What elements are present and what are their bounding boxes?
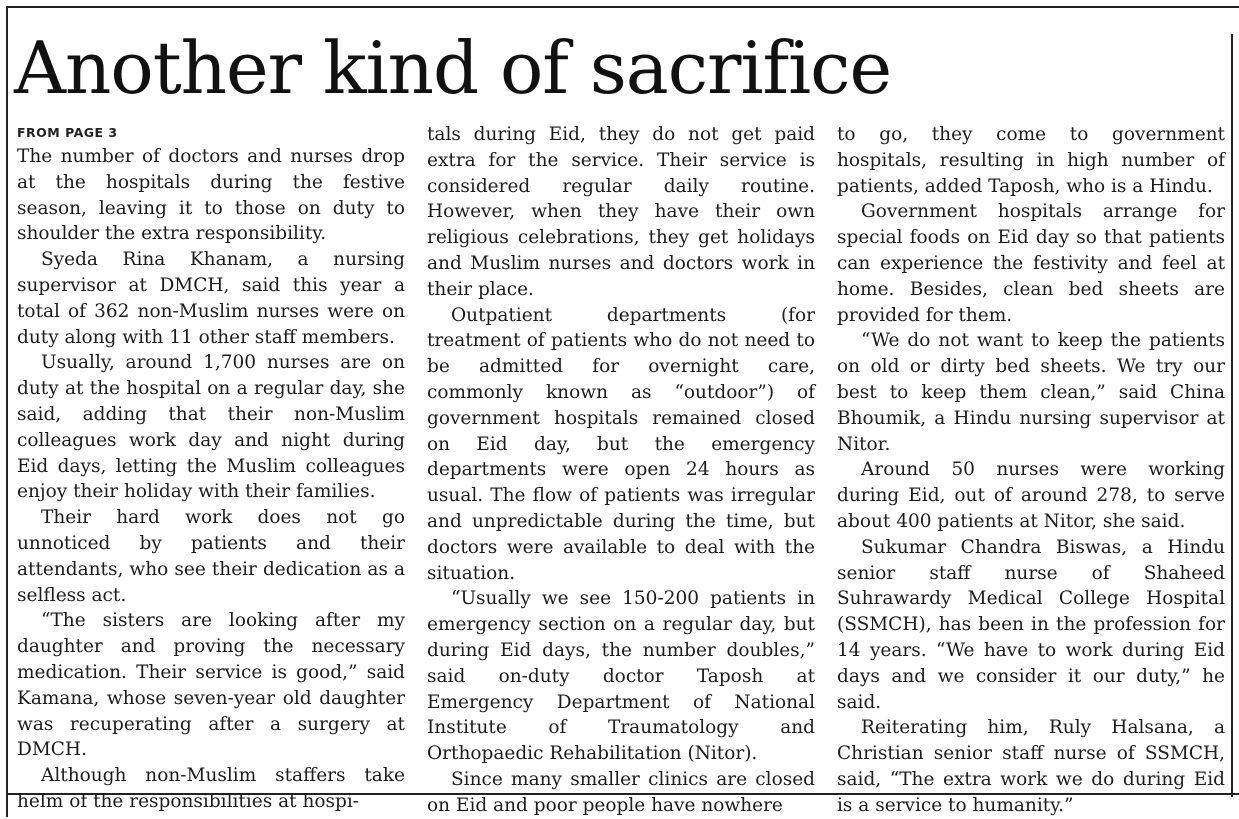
paragraph: to go, they come to government hospitals, resulting in high number of patients, added Taposh, who is a Hindu. (837, 124, 1225, 197)
top-border-rule (6, 6, 1239, 8)
article-column-2 (427, 122, 815, 819)
paragraph: tals during Eid, they do not get paid extra for the service. Their service is considered regular daily routine. However, when they have their own religious celebrations, they get holidays and Muslim nurses and doctors work in their place. (427, 124, 815, 300)
paragraph: “Usually we see 150-200 patients in emergency section on a regular day, but during Eid days, the number doubles,” said on-duty doctor Taposh at Emergency Department of National Institute of Traumatology and Orthopaedic Rehabilitation (Nitor). (427, 588, 815, 765)
paragraph: Since many smaller clinics are closed on Eid and poor people have nowhere (427, 768, 815, 816)
headline: Another kind of sacrifice (14, 26, 892, 110)
kicker-from-page: FROM PAGE 3 (17, 125, 118, 140)
paragraph: Around 50 nurses were working during Eid, out of around 278, to serve about 400 patients at Nitor, she said. (837, 459, 1225, 532)
article-column-1 (17, 122, 405, 815)
paragraph: Usually, around 1,700 nurses are on duty at the hospital on a regular day, she said, adding that their non-Muslim colleagues work day and night during Eid days, letting the Muslim colleagues enjoy their holiday with their families. (17, 352, 405, 503)
left-border-rule (6, 6, 8, 817)
paragraph: Their hard work does not go unnoticed by patients and their attendants, who see their dedication as a selfless act. (17, 507, 405, 606)
paragraph: Sukumar Chandra Biswas, a Hindu senior staff nurse of Shaheed Suhrawardy Medical College Hospital (SSMCH), has been in the profession for 14 years. “We have to work during Eid days and we consider it our duty,” he said. (837, 536, 1225, 713)
article-column-3 (837, 122, 1225, 819)
paragraph: The number of doctors and nurses drop at the hospitals during the festive season, leaving it to those on duty to shoulder the extra responsibility. (17, 146, 405, 245)
paragraph: Government hospitals arrange for special foods on Eid day so that patients can experience the festivity and feel at home. Besides, clean bed sheets are provided for them. (837, 201, 1225, 326)
paragraph: “The sisters are looking after my daughter and proving the necessary medication. Their service is good,” said Kamana, whose seven-year old daughter was recuperating after a surgery at DMCH. (17, 610, 405, 761)
right-border-rule (1231, 34, 1233, 797)
paragraph: “We do not want to keep the patients on old or dirty bed sheets. We try our best to keep them clean,” said China Bhoumik, a Hindu nursing supervisor at Nitor. (837, 330, 1225, 455)
paragraph: Syeda Rina Khanam, a nursing supervisor at DMCH, said this year a total of 362 non-Muslim nurses were on duty along with 11 other staff members. (17, 249, 405, 348)
paragraph: Reiterating him, Ruly Halsana, a Christian senior staff nurse of SSMCH, said, “The extra work we do during Eid is a service to humanity.” (837, 717, 1225, 816)
paragraph: Outpatient departments (for treatment of patients who do not need to be admitted for overnight care, commonly known as “outdoor”) of government hospitals remained closed on Eid day, but the emergency departments were open 24 hours as usual. The flow of patients was irregular and unpredictable during the time, but doctors were available to deal with the situation. (427, 304, 815, 584)
paragraph: Although non-Muslim staffers take helm of the responsibilities at hospi- (17, 765, 405, 812)
